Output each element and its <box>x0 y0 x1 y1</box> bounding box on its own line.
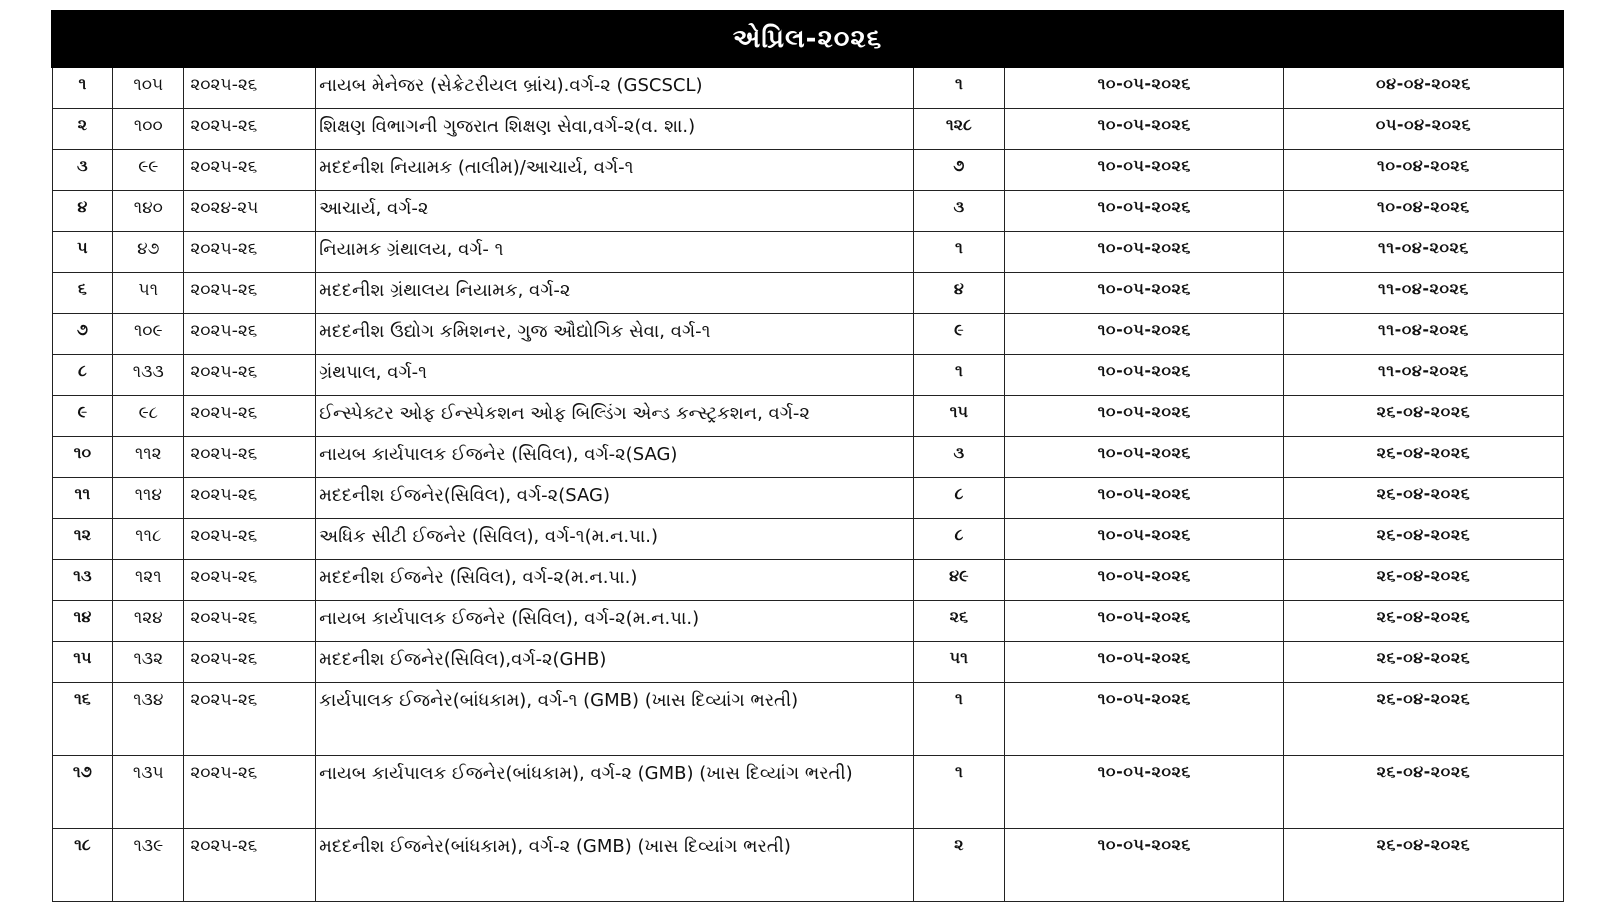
date-cell: ૨૬-૦૪-૨૦૨૬ <box>1284 519 1563 560</box>
vacancies-cell: ૧૫ <box>913 396 1005 437</box>
advertisement-number-cell: ૧૩૯ <box>113 829 184 902</box>
table-row <box>52 355 1563 396</box>
date-cell: ૧૦-૦૪-૨૦૨૬ <box>1284 191 1563 232</box>
vacancies-cell: ૯ <box>913 314 1005 355</box>
date-cell: ૧૦-૦૫-૨૦૨૬ <box>1005 560 1284 601</box>
date-cell: ૨૬-૦૪-૨૦૨૬ <box>1284 642 1563 683</box>
year-cell: ૨૦૨૫-૨૬ <box>184 437 316 478</box>
post-name-cell: મદદનીશ ઈજનેર(સિવિલ), વર્ગ-૨(SAG) <box>316 478 913 519</box>
date-cell: ૧૦-૦૫-૨૦૨૬ <box>1005 478 1284 519</box>
table-row <box>52 232 1563 273</box>
serial-number-cell: ૧૧ <box>52 478 113 519</box>
post-name-cell: અધિક સીટી ઈજનેર (સિવિલ), વર્ગ-૧(મ.ન.પા.) <box>316 519 913 560</box>
advertisement-number-cell: ૧૧૪ <box>113 478 184 519</box>
table-body <box>52 67 1563 902</box>
table-row <box>52 756 1563 829</box>
vacancies-cell: ૫૧ <box>913 642 1005 683</box>
vacancies-cell: ૧ <box>913 355 1005 396</box>
serial-number-cell: ૧૨ <box>52 519 113 560</box>
advertisement-number-cell: ૯૯ <box>113 150 184 191</box>
year-cell: ૨૦૨૫-૨૬ <box>184 478 316 519</box>
post-name-cell: મદદનીશ ઈજનેર (સિવિલ), વર્ગ-૨(મ.ન.પા.) <box>316 560 913 601</box>
serial-number-cell: ૧ <box>52 67 113 109</box>
year-cell: ૨૦૨૫-૨૬ <box>184 150 316 191</box>
advertisement-number-cell: ૧૦૫ <box>113 67 184 109</box>
serial-number-cell: ૧૦ <box>52 437 113 478</box>
vacancies-cell: ૨ <box>913 829 1005 902</box>
post-name-cell: કાર્યપાલક ઈજનેર(બાંધકામ), વર્ગ-૧ (GMB) (ખાસ દિવ્યાંગ ભરતી) <box>316 683 913 756</box>
serial-number-cell: ૧૪ <box>52 601 113 642</box>
post-name-cell: મદદનીશ ગ્રંથાલય નિયામક, વર્ગ-૨ <box>316 273 913 314</box>
advertisement-number-cell: ૧૩૪ <box>113 683 184 756</box>
vacancies-cell: ૧ <box>913 232 1005 273</box>
serial-number-cell: ૧૬ <box>52 683 113 756</box>
year-cell: ૨૦૨૪-૨૫ <box>184 191 316 232</box>
year-cell: ૨૦૨૫-૨૬ <box>184 560 316 601</box>
date-cell: ૧૦-૦૫-૨૦૨૬ <box>1005 519 1284 560</box>
date-cell: ૧૦-૦૫-૨૦૨૬ <box>1005 191 1284 232</box>
table-title-row <box>52 11 1563 67</box>
date-cell: ૦૪-૦૪-૨૦૨૬ <box>1284 67 1563 109</box>
table-row <box>52 437 1563 478</box>
date-cell: ૧૦-૦૫-૨૦૨૬ <box>1005 642 1284 683</box>
serial-number-cell: ૯ <box>52 396 113 437</box>
serial-number-cell: ૮ <box>52 355 113 396</box>
advertisement-number-cell: ૧૪૦ <box>113 191 184 232</box>
vacancies-cell: ૩ <box>913 191 1005 232</box>
year-cell: ૨૦૨૫-૨૬ <box>184 355 316 396</box>
table-row <box>52 829 1563 902</box>
table-row <box>52 150 1563 191</box>
year-cell: ૨૦૨૫-૨૬ <box>184 829 316 902</box>
advertisement-number-cell: ૧૩૩ <box>113 355 184 396</box>
date-cell: ૧૦-૦૫-૨૦૨૬ <box>1005 355 1284 396</box>
advertisement-number-cell: ૧૦૯ <box>113 314 184 355</box>
date-cell: ૨૬-૦૪-૨૦૨૬ <box>1284 683 1563 756</box>
date-cell: ૨૬-૦૪-૨૦૨૬ <box>1284 478 1563 519</box>
date-cell: ૧૧-૦૪-૨૦૨૬ <box>1284 355 1563 396</box>
date-cell: ૧૧-૦૪-૨૦૨૬ <box>1284 273 1563 314</box>
year-cell: ૨૦૨૫-૨૬ <box>184 519 316 560</box>
year-cell: ૨૦૨૫-૨૬ <box>184 756 316 829</box>
date-cell: ૧૦-૦૪-૨૦૨૬ <box>1284 150 1563 191</box>
vacancies-cell: ૪ <box>913 273 1005 314</box>
post-name-cell: મદદનીશ ઈજનેર(સિવિલ),વર્ગ-૨(GHB) <box>316 642 913 683</box>
advertisement-number-cell: ૧૩૫ <box>113 756 184 829</box>
advertisement-number-cell: ૧૧૮ <box>113 519 184 560</box>
date-cell: ૧૧-૦૪-૨૦૨૬ <box>1284 232 1563 273</box>
serial-number-cell: ૨ <box>52 109 113 150</box>
serial-number-cell: ૧૫ <box>52 642 113 683</box>
date-cell: ૧૦-૦૫-૨૦૨૬ <box>1005 150 1284 191</box>
table-title: એપ્રિલ-૨૦૨૬ <box>52 11 1563 67</box>
advertisement-number-cell: ૫૧ <box>113 273 184 314</box>
year-cell: ૨૦૨૫-૨૬ <box>184 642 316 683</box>
date-cell: ૨૬-૦૪-૨૦૨૬ <box>1284 437 1563 478</box>
date-cell: ૧૦-૦૫-૨૦૨૬ <box>1005 109 1284 150</box>
serial-number-cell: ૩ <box>52 150 113 191</box>
vacancies-cell: ૪૯ <box>913 560 1005 601</box>
year-cell: ૨૦૨૫-૨૬ <box>184 683 316 756</box>
advertisement-number-cell: ૧૩૨ <box>113 642 184 683</box>
date-cell: ૧૦-૦૫-૨૦૨૬ <box>1005 314 1284 355</box>
date-cell: ૧૦-૦૫-૨૦૨૬ <box>1005 232 1284 273</box>
date-cell: ૧૦-૦૫-૨૦૨૬ <box>1005 683 1284 756</box>
date-cell: ૨૬-૦૪-૨૦૨૬ <box>1284 396 1563 437</box>
post-name-cell: નિયામક ગ્રંથાલય, વર્ગ- ૧ <box>316 232 913 273</box>
advertisement-number-cell: ૧૧૨ <box>113 437 184 478</box>
date-cell: ૧૦-૦૫-૨૦૨૬ <box>1005 67 1284 109</box>
table-row <box>52 273 1563 314</box>
table-row <box>52 109 1563 150</box>
post-name-cell: આચાર્ય, વર્ગ-૨ <box>316 191 913 232</box>
post-name-cell: શિક્ષણ વિભાગની ગુજરાત શિક્ષણ સેવા,વર્ગ-૨(વ. શા.) <box>316 109 913 150</box>
year-cell: ૨૦૨૫-૨૬ <box>184 232 316 273</box>
date-cell: ૨૬-૦૪-૨૦૨૬ <box>1284 829 1563 902</box>
vacancies-cell: ૧ <box>913 683 1005 756</box>
vacancies-cell: ૧ <box>913 67 1005 109</box>
date-cell: ૨૬-૦૪-૨૦૨૬ <box>1284 756 1563 829</box>
vacancies-cell: ૧૨૮ <box>913 109 1005 150</box>
date-cell: ૧૧-૦૪-૨૦૨૬ <box>1284 314 1563 355</box>
date-cell: ૧૦-૦૫-૨૦૨૬ <box>1005 829 1284 902</box>
table-row <box>52 478 1563 519</box>
post-name-cell: નાયબ મેનેજર (સેક્રેટરીયલ બ્રાંચ).વર્ગ-૨ (GSCSCL) <box>316 67 913 109</box>
table-row <box>52 560 1563 601</box>
vacancies-cell: ૨૬ <box>913 601 1005 642</box>
vacancies-cell: ૭ <box>913 150 1005 191</box>
date-cell: ૧૦-૦૫-૨૦૨૬ <box>1005 396 1284 437</box>
post-name-cell: મદદનીશ નિયામક (તાલીમ)/આચાર્ય, વર્ગ-૧ <box>316 150 913 191</box>
table-row <box>52 683 1563 756</box>
year-cell: ૨૦૨૫-૨૬ <box>184 314 316 355</box>
serial-number-cell: ૧૩ <box>52 560 113 601</box>
advertisement-number-cell: ૧૨૧ <box>113 560 184 601</box>
vacancies-cell: ૮ <box>913 478 1005 519</box>
serial-number-cell: ૭ <box>52 314 113 355</box>
year-cell: ૨૦૨૫-૨૬ <box>184 396 316 437</box>
serial-number-cell: ૪ <box>52 191 113 232</box>
post-name-cell: નાયબ કાર્યપાલક ઈજનેર (સિવિલ), વર્ગ-૨(મ.ન.પા.) <box>316 601 913 642</box>
vacancies-cell: ૮ <box>913 519 1005 560</box>
advertisement-number-cell: ૧૦૦ <box>113 109 184 150</box>
date-cell: ૧૦-૦૫-૨૦૨૬ <box>1005 273 1284 314</box>
advertisement-number-cell: ૧૨૪ <box>113 601 184 642</box>
vacancies-cell: ૧ <box>913 756 1005 829</box>
table-row <box>52 396 1563 437</box>
table-row <box>52 519 1563 560</box>
advertisement-number-cell: ૪૭ <box>113 232 184 273</box>
post-name-cell: નાયબ કાર્યપાલક ઈજનેર(બાંધકામ), વર્ગ-૨ (GMB) (ખાસ દિવ્યાંગ ભરતી) <box>316 756 913 829</box>
serial-number-cell: ૧૮ <box>52 829 113 902</box>
table-row <box>52 601 1563 642</box>
year-cell: ૨૦૨૫-૨૬ <box>184 109 316 150</box>
date-cell: ૧૦-૦૫-૨૦૨૬ <box>1005 756 1284 829</box>
date-cell: ૧૦-૦૫-૨૦૨૬ <box>1005 601 1284 642</box>
year-cell: ૨૦૨૫-૨૬ <box>184 601 316 642</box>
post-name-cell: મદદનીશ ઈજનેર(બાંધકામ), વર્ગ-૨ (GMB) (ખાસ દિવ્યાંગ ભરતી) <box>316 829 913 902</box>
table-row <box>52 191 1563 232</box>
date-cell: ૨૬-૦૪-૨૦૨૬ <box>1284 601 1563 642</box>
post-name-cell: નાયબ કાર્યપાલક ઈજનેર (સિવિલ), વર્ગ-૨(SAG) <box>316 437 913 478</box>
recruitment-schedule-table <box>51 10 1564 902</box>
table-row <box>52 314 1563 355</box>
post-name-cell: મદદનીશ ઉદ્યોગ કમિશનર, ગુજ ઔદ્યોગિક સેવા, વર્ગ-૧ <box>316 314 913 355</box>
year-cell: ૨૦૨૫-૨૬ <box>184 273 316 314</box>
date-cell: ૦૫-૦૪-૨૦૨૬ <box>1284 109 1563 150</box>
serial-number-cell: ૫ <box>52 232 113 273</box>
date-cell: ૧૦-૦૫-૨૦૨૬ <box>1005 437 1284 478</box>
post-name-cell: ઈન્સ્પેક્ટર ઓફ ઈન્સ્પેકશન ઓફ બિલ્ડિંગ એન્ડ કન્સ્ટ્રકશન, વર્ગ-૨ <box>316 396 913 437</box>
year-cell: ૨૦૨૫-૨૬ <box>184 67 316 109</box>
serial-number-cell: ૧૭ <box>52 756 113 829</box>
table-row <box>52 67 1563 109</box>
serial-number-cell: ૬ <box>52 273 113 314</box>
date-cell: ૨૬-૦૪-૨૦૨૬ <box>1284 560 1563 601</box>
advertisement-number-cell: ૯૮ <box>113 396 184 437</box>
table-row <box>52 642 1563 683</box>
vacancies-cell: ૩ <box>913 437 1005 478</box>
post-name-cell: ગ્રંથપાલ, વર્ગ-૧ <box>316 355 913 396</box>
